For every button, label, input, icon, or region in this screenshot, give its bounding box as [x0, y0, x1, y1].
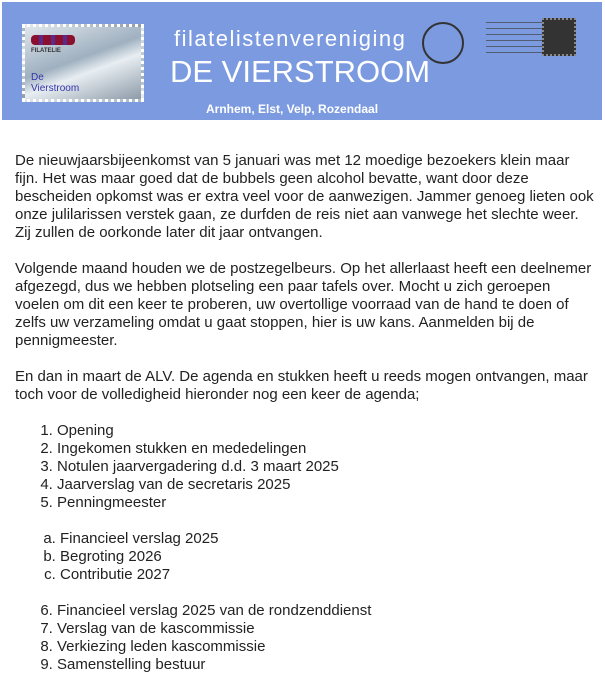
- paragraph: En dan in maart de ALV. De agenda en stukken heeft u reeds mogen ontvangen, maar toch voor de volledigheid hieronder nog een keer de agenda;: [15, 368, 588, 403]
- agenda-item: 8. Verkiezing leden kascommissie: [57, 638, 595, 656]
- agenda-item: 4. Jaarverslag van de secretaris 2025: [57, 476, 595, 494]
- sub-agenda-list: [15, 530, 595, 584]
- newsletter-body: [15, 152, 595, 674]
- header-locations: Arnhem, Elst, Velp, Rozendaal: [206, 102, 379, 116]
- sub-agenda-item: c. Contributie 2027: [60, 566, 595, 584]
- logo-name: De Vierstroom: [31, 72, 80, 94]
- newsletter-header: [2, 2, 602, 120]
- agenda-item: 3. Notulen jaarvergadering d.d. 3 maart 2025: [57, 458, 595, 476]
- club-logo: FILATELIE De Vierstroom: [22, 24, 144, 102]
- postmark-icon: [422, 22, 464, 64]
- postage-stamp-icon: [542, 18, 576, 56]
- agenda-list: [15, 422, 595, 512]
- agenda-list-continued: [15, 602, 595, 674]
- agenda-item: 6. Financieel verslag 2025 van de rondzenddienst: [57, 602, 595, 620]
- header-subtitle: filatelistenvereniging: [174, 26, 407, 51]
- agenda-item: 9. Samenstelling bestuur: [57, 656, 595, 674]
- cancellation-wave-icon: [486, 22, 546, 58]
- paragraph: Volgende maand houden we de postzegelbeurs. Op het allerlaast heeft een deelnemer afgezegd, dus we hebben plotseling een paar tafels over. Mocht u zich geroepen voelen om dit een keer te proberen, uw overtollige voorraad van de hand te doen of zelfs uw verzameling omdat u gaat stoppen, hier is uw kans. Aanmelden bij de pennigmeester.: [15, 260, 592, 349]
- paragraph: De nieuwjaarsbijeenkomst van 5 januari was met 12 moedige bezoekers klein maar fijn. Het was maar goed dat de bubbels geen alcohol bevatte, want door deze bescheiden opkomst was er extra veel voor de aanwezigen. Jammer genoeg lieten ook onze julilarissen verstek gaan, ze durfden de reis niet aan vanwege het slechte weer. Zij zullen de oorkonde later dit jaar ontvangen.: [15, 152, 594, 241]
- header-title: DE VIERSTROOM: [170, 54, 431, 89]
- agenda-item: 5. Penningmeester: [57, 494, 595, 512]
- agenda-item: 7. Verslag van de kascommissie: [57, 620, 595, 638]
- sub-agenda-item: b. Begroting 2026: [60, 548, 595, 566]
- agenda-item: 2. Ingekomen stukken en mededelingen: [57, 440, 595, 458]
- agenda-item: 1. Opening: [57, 422, 595, 440]
- sub-agenda-item: a. Financieel verslag 2025: [60, 530, 595, 548]
